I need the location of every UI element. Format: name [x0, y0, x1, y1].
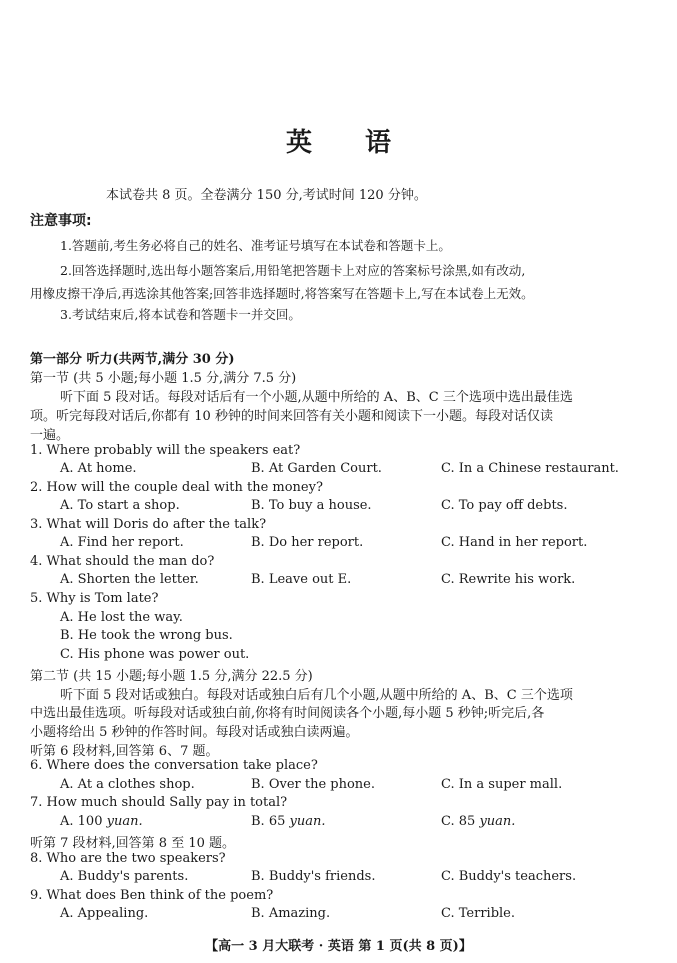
- option-b: B. Leave out E.: [251, 572, 352, 587]
- note-item: 2.回答选择题时,选出每小题答案后,用铅笔把答题卡上对应的答案标号涂黑,如有改动,: [60, 263, 526, 278]
- option-a: A. 100 yuan.: [60, 814, 143, 829]
- question: 5. Why is Tom late?: [30, 591, 159, 606]
- option-a: A. To start a shop.: [60, 498, 180, 513]
- option-c: C. Terrible.: [441, 906, 515, 921]
- option-a: A. At home.: [60, 461, 137, 476]
- option-c: C. His phone was power out.: [60, 647, 250, 662]
- option-a: A. He lost the way.: [60, 610, 183, 625]
- question: 9. What does Ben think of the poem?: [30, 888, 274, 903]
- option-b: B. Do her report.: [251, 535, 364, 550]
- instruction-line: 听下面 5 段对话或独白。每段对话或独白后有几个小题,从题中所给的 A、B、C 三个选项: [60, 688, 573, 703]
- option-b: B. 65 yuan.: [251, 814, 326, 829]
- page-title: 英 语: [285, 128, 414, 158]
- exam-intro: 本试卷共 8 页。全卷满分 150 分,考试时间 120 分钟。: [106, 188, 427, 203]
- option-b: B. He took the wrong bus.: [60, 628, 233, 643]
- option-a: A. Find her report.: [60, 535, 184, 550]
- question: 8. Who are the two speakers?: [30, 851, 226, 866]
- option-b: B. Over the phone.: [251, 777, 376, 792]
- option-c: C. In a super mall.: [441, 777, 563, 792]
- option-a: A. Shorten the letter.: [60, 572, 199, 587]
- instruction-line: 中选出最佳选项。听每段对话或独白前,你将有时间阅读各个小题,每小题 5 秒钟;听完后,各: [30, 706, 545, 721]
- material-note: 听第 6 段材料,回答第 6、7 题。: [30, 744, 219, 759]
- option-b: B. Amazing.: [251, 906, 331, 921]
- option-a: A. Buddy's parents.: [60, 869, 189, 884]
- question: 6. Where does the conversation take place?: [30, 758, 318, 773]
- section-heading: 第一节 (共 5 小题;每小题 1.5 分,满分 7.5 分): [30, 371, 297, 386]
- section-heading: 第二节 (共 15 小题;每小题 1.5 分,满分 22.5 分): [30, 669, 313, 684]
- option-c: C. Buddy's teachers.: [441, 869, 577, 884]
- page-footer: 【高一 3 月大联考 · 英语 第 1 页(共 8 页)】: [205, 939, 472, 954]
- option-a: A. Appealing.: [60, 906, 149, 921]
- note-item: 3.考试结束后,将本试卷和答题卡一并交回。: [60, 307, 301, 322]
- part-heading: 第一部分 听力(共两节,满分 30 分): [30, 352, 235, 367]
- instruction-line: 一遍。: [30, 428, 70, 443]
- option-a: A. At a clothes shop.: [60, 777, 195, 792]
- question: 1. Where probably will the speakers eat?: [30, 443, 301, 458]
- material-note: 听第 7 段材料,回答第 8 至 10 题。: [30, 836, 236, 851]
- question: 2. How will the couple deal with the money?: [30, 480, 323, 495]
- instruction-line: 听下面 5 段对话。每段对话后有一个小题,从题中所给的 A、B、C 三个选项中选出最佳选: [60, 390, 573, 405]
- option-b: B. To buy a house.: [251, 498, 372, 513]
- question: 7. How much should Sally pay in total?: [30, 795, 288, 810]
- question: 4. What should the man do?: [30, 554, 215, 569]
- option-c: C. In a Chinese restaurant.: [441, 461, 619, 476]
- instruction-line: 小题将给出 5 秒钟的作答时间。每段对话或独白读两遍。: [30, 725, 359, 740]
- note-item: 1.答题前,考生务必将自己的姓名、准考证号填写在本试卷和答题卡上。: [60, 238, 451, 253]
- option-c: C. Hand in her report.: [441, 535, 588, 550]
- option-c: C. 85 yuan.: [441, 814, 516, 829]
- option-b: B. At Garden Court.: [251, 461, 382, 476]
- note-item: 用橡皮擦干净后,再选涂其他答案;回答非选择题时,将答案写在答题卡上,写在本试卷上无效。: [30, 286, 534, 301]
- option-c: C. Rewrite his work.: [441, 572, 576, 587]
- notes-heading: 注意事项:: [30, 213, 92, 229]
- question: 3. What will Doris do after the talk?: [30, 517, 267, 532]
- option-c: C. To pay off debts.: [441, 498, 568, 513]
- instruction-line: 项。听完每段对话后,你都有 10 秒钟的时间来回答有关小题和阅读下一小题。每段对话仅读: [30, 409, 553, 424]
- option-b: B. Buddy's friends.: [251, 869, 376, 884]
